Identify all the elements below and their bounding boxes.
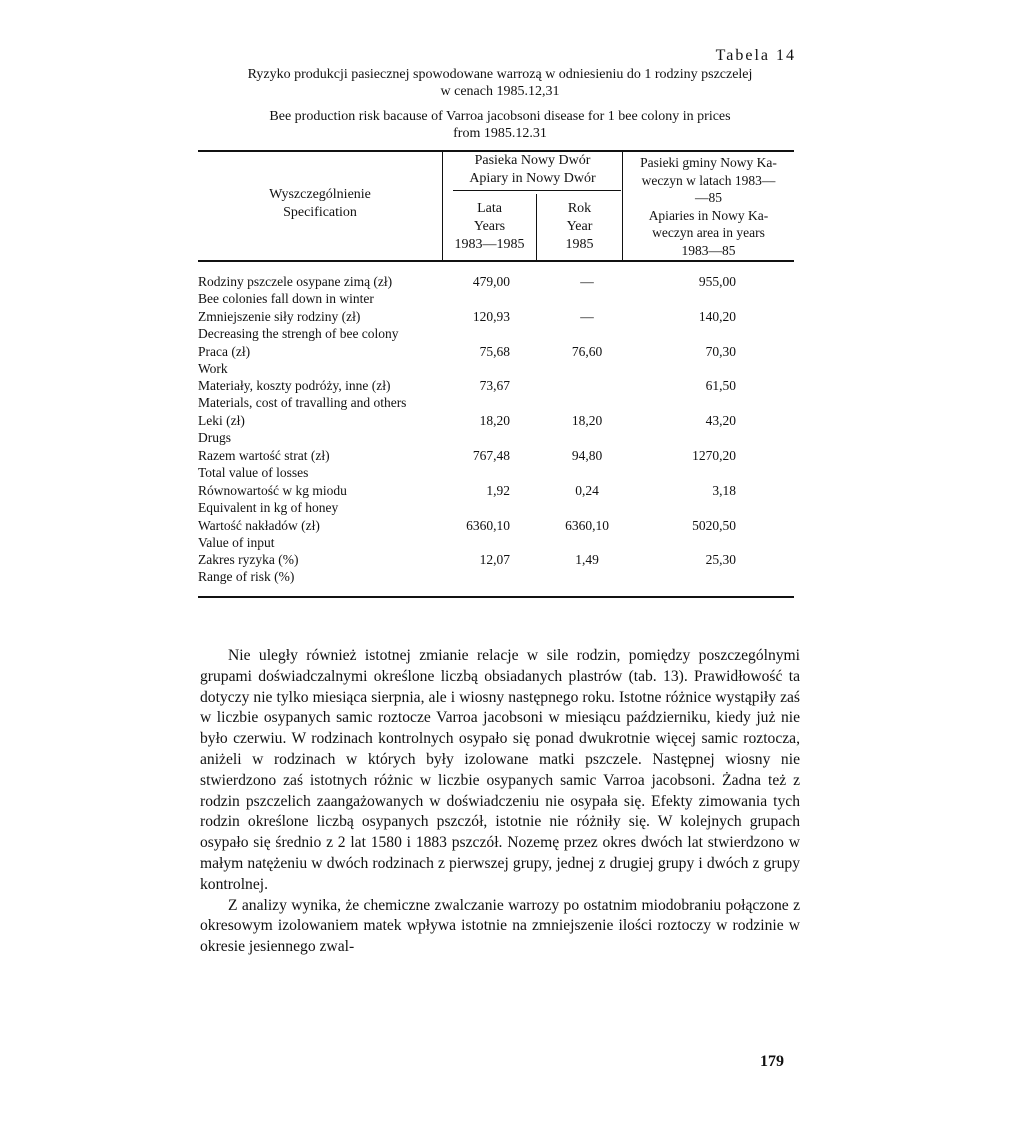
row-label-en: Decreasing the strengh of bee colony xyxy=(198,325,399,341)
header-years xyxy=(443,200,536,254)
table-caption-polish xyxy=(200,66,800,100)
page-number: 179 xyxy=(760,1053,784,1070)
paragraph-2: Z analizy wynika, że chemiczne zwalczanie warrozy po ostatnim miodobraniu połączone z okresowym izolowaniem matek wpływa istotnie na zmniejszenie ilości roztoczy w rodzinie w okresie jesiennego zwal- xyxy=(200,896,800,956)
value-apiary-year: 18,20 xyxy=(571,413,603,429)
table-row xyxy=(198,344,798,379)
value-apiary-year: 1,49 xyxy=(575,552,599,568)
row-label-en: Value of input xyxy=(198,534,275,550)
row-label-en: Materials, cost of travalling and others xyxy=(198,395,407,411)
table-row xyxy=(198,448,798,483)
row-label-pl: Wartość nakładów (zł) xyxy=(198,517,320,533)
header-spec-en: Specification xyxy=(283,205,357,220)
header-apiary xyxy=(443,152,622,188)
row-label-en: Bee colonies fall down in winter xyxy=(198,291,374,306)
table-row xyxy=(198,309,798,344)
value-apiary-year: 76,60 xyxy=(571,343,603,359)
body-text xyxy=(200,646,800,958)
row-label-en: Work xyxy=(198,360,228,376)
row-label-en: Drugs xyxy=(198,430,231,446)
paragraph-1: Nie uległy również istotnej zmianie relacje w sile rodzin, pomiędzy poszczególnymi grupami doświadczalnymi określone liczbą obsiadanych plastrów (tab. 13). Prawidłowość ta dotyczy nie tylko miesiąca sierpnia, ale i wiosny następnego roku. Istotne różnice wystąpiły zaś w liczbie osypanych samic roztocze Varroa jacobsoni w miesiącu październiku, kiedy już nie było czerwiu. W rodzinach kontrolnych osypało się ponad dwukrotnie więcej samic roztocza, aniżeli w rodzinach w których były izolowane matki pszczele. Następnej wiosny nie stwierdzono zaś istotnych różnic w liczbie osypanych samic Varroa jacobsoni. Żadna też z rodzin pszczelich zaangażowanych w doświadczeniu nie osypała się. Efekty zimowania tych rodzin określone liczbą osypanych pszczół, istotnie nie różniły się. W kolejnych grupach osypało się średnio z 2 lat 1580 i 1883 pszczół. Nozemę przez okres dwóch lat stwierdzono w małym natężeniu w dwóch rodzinach z pierwszej grupy, jednej z drugiej grupy i dwóch z grupy kontrolnej. xyxy=(200,647,800,893)
value-apiary-years: 73,67 xyxy=(479,378,510,394)
table-body xyxy=(198,274,798,587)
header-apiary-pl: Pasieka Nowy Dwór xyxy=(474,153,591,168)
row-label-pl: Równowartość w kg miodu xyxy=(198,482,347,498)
value-area: 955,00 xyxy=(698,274,736,289)
row-label-pl: Zakres ryzyka (%) xyxy=(198,552,299,568)
caption-en-line-2: from 1985.12.31 xyxy=(453,126,547,141)
row-label-en: Total value of losses xyxy=(198,464,309,480)
table-row xyxy=(198,518,798,553)
caption-pl-line-1: Ryzyko produkcji pasiecznej spowodowane warrozą w odniesieniu do 1 rodziny pszczelej xyxy=(247,67,753,82)
header-apiary-en: Apiary in Nowy Dwór xyxy=(469,171,596,186)
value-area: 140,20 xyxy=(698,308,736,324)
value-area: 1270,20 xyxy=(692,447,736,463)
value-apiary-year: — xyxy=(580,274,594,289)
header-area-line-5: weczyn area in years xyxy=(652,225,765,240)
header-area-line-3: —85 xyxy=(695,190,722,205)
apiary-subheader-rule xyxy=(453,190,621,191)
header-area-line-2: weczyn w latach 1983— xyxy=(641,172,776,188)
table-row xyxy=(198,274,798,309)
value-apiary-year: 6360,10 xyxy=(565,517,609,533)
value-apiary-years: 479,00 xyxy=(472,274,510,289)
header-specification xyxy=(198,186,442,222)
table-row xyxy=(198,378,798,413)
value-apiary-years: 767,48 xyxy=(472,447,510,463)
row-label-pl: Materiały, koszty podróży, inne (zł) xyxy=(198,378,391,394)
value-apiary-years: 1,92 xyxy=(486,482,510,498)
header-area-line-4: Apiaries in Nowy Ka- xyxy=(648,207,769,223)
header-year xyxy=(537,200,622,254)
row-label-pl: Leki (zł) xyxy=(198,413,245,429)
value-area: 5020,50 xyxy=(692,517,736,533)
value-area: 25,30 xyxy=(705,552,736,568)
row-label-en: Range of risk (%) xyxy=(198,569,295,585)
value-area: 70,30 xyxy=(705,343,736,359)
value-apiary-years: 18,20 xyxy=(479,413,510,429)
row-label-pl: Rodziny pszczele osypane zimą (zł) xyxy=(198,274,393,289)
value-apiary-year: 94,80 xyxy=(571,447,603,463)
value-apiary-years: 12,07 xyxy=(479,552,510,568)
table-row xyxy=(198,413,798,448)
value-apiary-year: — xyxy=(580,308,594,324)
row-label-pl: Razem wartość strat (zł) xyxy=(198,447,330,463)
table-header-rule xyxy=(198,260,794,262)
row-label-en: Equivalent in kg of honey xyxy=(198,499,339,515)
table-row xyxy=(198,552,798,587)
header-years-en: Years xyxy=(473,219,506,234)
table-bottom-rule xyxy=(198,596,794,598)
value-apiary-years: 75,68 xyxy=(479,343,510,359)
header-year-value: 1985 xyxy=(565,237,594,252)
table-row xyxy=(198,483,798,518)
header-area xyxy=(623,154,794,259)
row-label-pl: Praca (zł) xyxy=(198,343,251,359)
value-area: 43,20 xyxy=(705,413,736,429)
value-area: 61,50 xyxy=(705,378,736,394)
caption-en-line-1: Bee production risk bacause of Varroa jacobsoni disease for 1 bee colony in prices xyxy=(269,109,731,124)
value-area: 3,18 xyxy=(712,482,736,498)
table-number: Tabela 14 xyxy=(715,47,796,64)
caption-pl-line-2: w cenach 1985.12,31 xyxy=(440,84,560,99)
header-area-line-1: Pasieki gminy Nowy Ka- xyxy=(640,155,777,170)
value-apiary-years: 6360,10 xyxy=(466,517,510,533)
header-rok: Rok xyxy=(567,201,592,216)
table-caption-english xyxy=(200,108,800,142)
header-area-line-6: 1983—85 xyxy=(681,242,736,258)
value-apiary-years: 120,93 xyxy=(472,308,510,324)
value-apiary-year: 0,24 xyxy=(575,482,599,498)
header-year-en: Year xyxy=(566,219,593,234)
header-spec-pl: Wyszczególnienie xyxy=(269,187,371,202)
header-lata: Lata xyxy=(477,201,502,216)
header-years-range: 1983—1985 xyxy=(454,237,525,252)
row-label-pl: Zmniejszenie siły rodziny (zł) xyxy=(198,308,361,324)
